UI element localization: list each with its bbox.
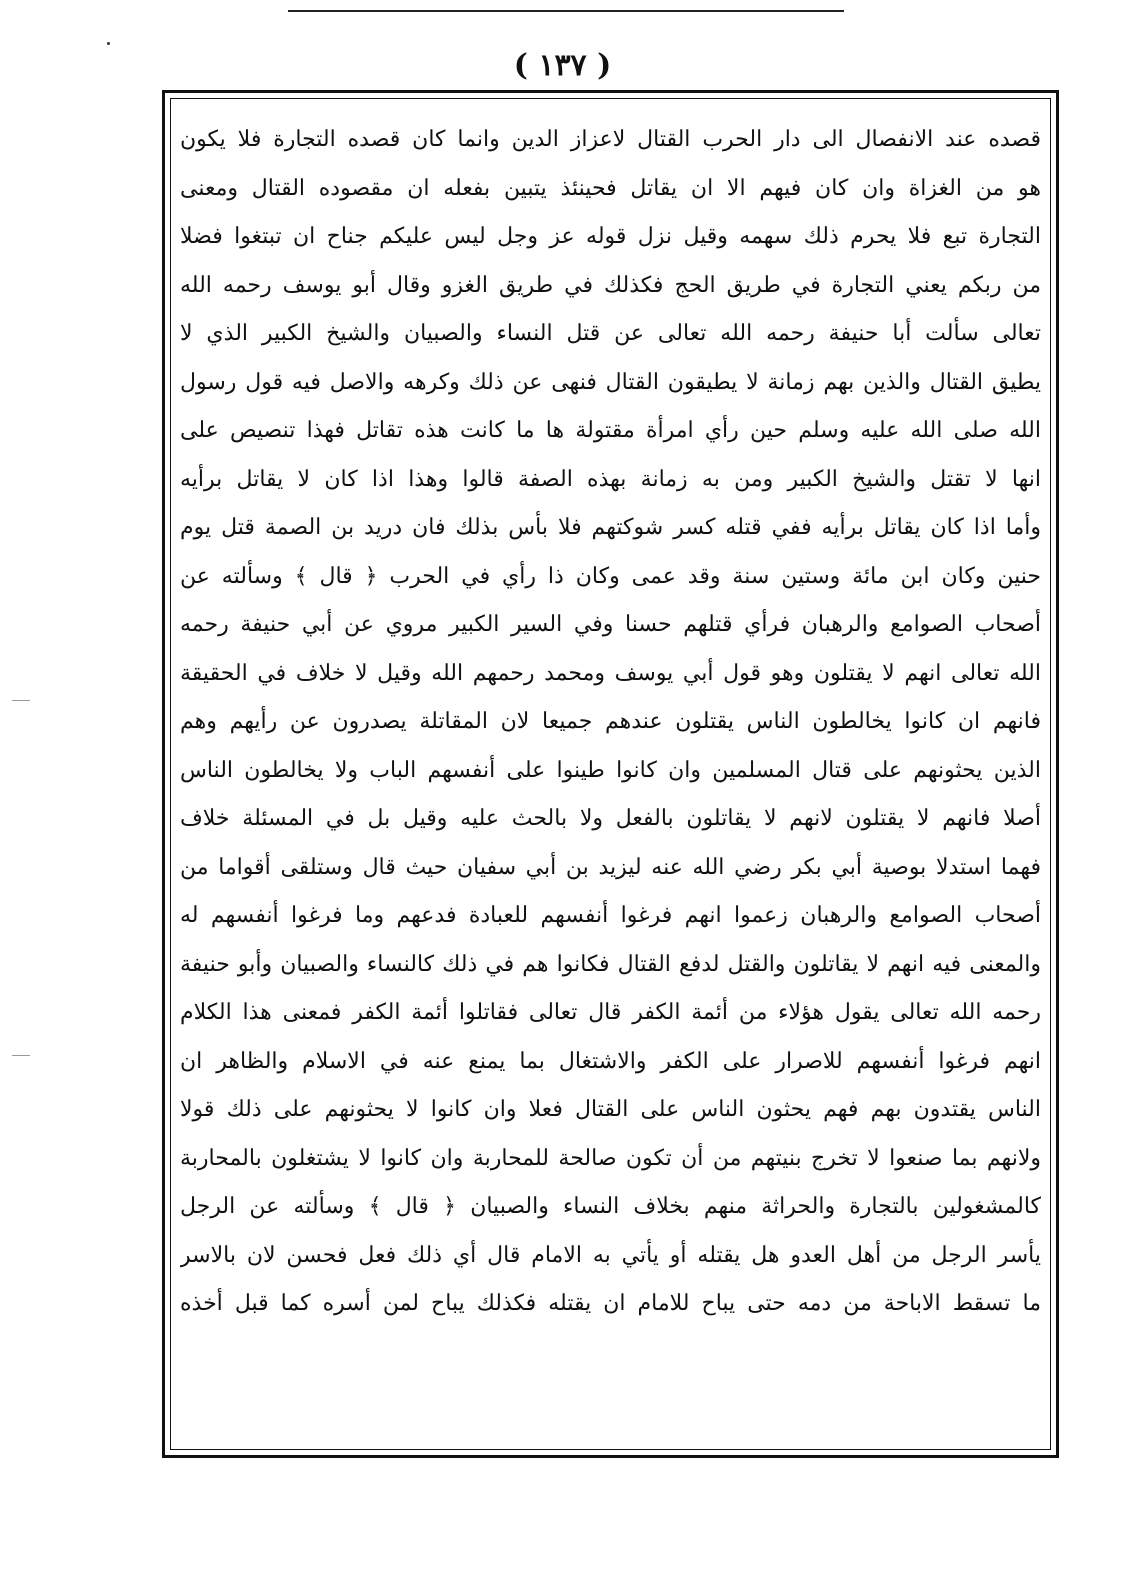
text-line: من ربكم يعني التجارة في طريق الحج فكذلك في طريق الغزو وقال أبو يوسف رحمه الله — [180, 272, 1041, 298]
text-line: والمعنى فيه انهم لا يقاتلون والقتل لدفع القتال فكانوا هم في ذلك كالنساء والصبيان وأبو حنيفة — [180, 951, 1041, 977]
text-line: فانهم ان كانوا يخالطون الناس يقتلون عندهم جميعا لان المقاتلة يصدرون عن رأيهم وهم — [180, 709, 1041, 734]
text-line: الله صلى الله عليه وسلم حين رأي امرأة مقتولة ها ما كانت هذه تقاتل فهذا تنصيص على — [180, 418, 1041, 443]
top-rule — [288, 10, 844, 12]
text-line: يأسر الرجل من أهل العدو هل يقتله أو يأتي به الامام قال أي ذلك فعل فحسن لان بالاسر — [180, 1242, 1041, 1268]
text-line: أصحاب الصوامع والرهبان زعموا انهم فرغوا أنفسهم للعبادة فدعهم وما فرغوا أنفسهم له — [180, 903, 1041, 928]
text-line: الله تعالى انهم لا يقتلون وهو قول أبي يوسف ومحمد رحمهم الله وقيل لا خلاف في الحقيقة — [180, 660, 1041, 686]
text-line: يطيق القتال والذين بهم زمانة لا يطيقون القتال فنهى عن ذلك وكرهه والاصل فيه قول رسول — [180, 369, 1041, 395]
text-line: الناس يقتدون بهم فهم يحثون الناس على القتال فعلا وان كانوا لا يحثونهم على ذلك قولا — [180, 1097, 1041, 1122]
text-line: حنين وكان ابن مائة وستين سنة وقد عمى وكان ذا رأي في الحرب ﴿ قال ﴾ وسألته عن — [180, 563, 1041, 589]
text-line: ولانهم بما صنعوا لا تخرج بنيتهم من أن تكون صالحة للمحاربة وان كانوا لا يشتغلون بالمحاربة — [180, 1145, 1041, 1171]
page-number: ( ١٣٧ ) — [513, 48, 612, 83]
text-line: أصحاب الصوامع والرهبان فرأي قتلهم حسنا وفي السير الكبير مروي عن أبي حنيفة رحمه — [180, 612, 1041, 637]
text-line: كالمشغولين بالتجارة والحراثة منهم بخلاف النساء والصبيان ﴿ قال ﴾ وسألته عن الرجل — [180, 1194, 1041, 1219]
scan-speck — [107, 42, 110, 45]
text-line: تعالى سألت أبا حنيفة رحمه الله تعالى عن قتل النساء والصبيان والشيخ الكبير الذي لا — [180, 321, 1041, 346]
text-line: رحمه الله تعالى يقول هؤلاء من أئمة الكفر قال تعالى فقاتلوا أئمة الكفر فمعنى هذا الكلام — [180, 1000, 1041, 1025]
margin-mark — [12, 700, 30, 701]
margin-mark — [12, 1055, 30, 1056]
text-line: وأما اذا كان يقاتل برأيه ففي قتله كسر شوكتهم فلا بأس بذلك فان دريد بن الصمة قتل يوم — [180, 515, 1041, 540]
text-line: قصده عند الانفصال الى دار الحرب القتال لاعزاز الدين وانما كان قصده التجارة فلا يكون — [180, 127, 1041, 152]
text-line: أصلا فانهم لا يقتلون لانهم لا يقاتلون بالفعل ولا بالحث عليه وقيل بل في المسئلة خلاف — [180, 806, 1041, 831]
text-line: التجارة تبع فلا يحرم ذلك سهمه وقيل نزل قوله عز وجل ليس عليكم جناح ان تبتغوا فضلا — [180, 224, 1041, 249]
text-line: هو من الغزاة وان كان فيهم الا ان يقاتل فحينئذ يتبين بفعله ان مقصوده القتال ومعنى — [180, 175, 1041, 201]
text-line: انهم فرغوا أنفسهم للاصرار على الكفر والاشتغال بما يمنع عنه في الاسلام والظاهر ان — [180, 1048, 1041, 1074]
text-line: انها لا تقتل والشيخ الكبير ومن به زمانة بهذه الصفة قالوا وهذا اذا كان لا يقاتل برأيه — [180, 466, 1041, 492]
text-body — [180, 116, 1041, 1446]
text-line: الذين يحثونهم على قتال المسلمين وان كانوا طينوا على أنفسهم الباب ولا يخالطون الناس — [180, 757, 1041, 783]
text-line: ما تسقط الاباحة من دمه حتى يباح للامام ان يقتله فكذلك يباح لمن أسره كما قبل أخذه — [180, 1291, 1041, 1316]
text-line: فهما استدلا بوصية أبي بكر رضي الله عنه ليزيد بن أبي سفيان حيث قال وستلقى أقواما من — [180, 854, 1041, 880]
